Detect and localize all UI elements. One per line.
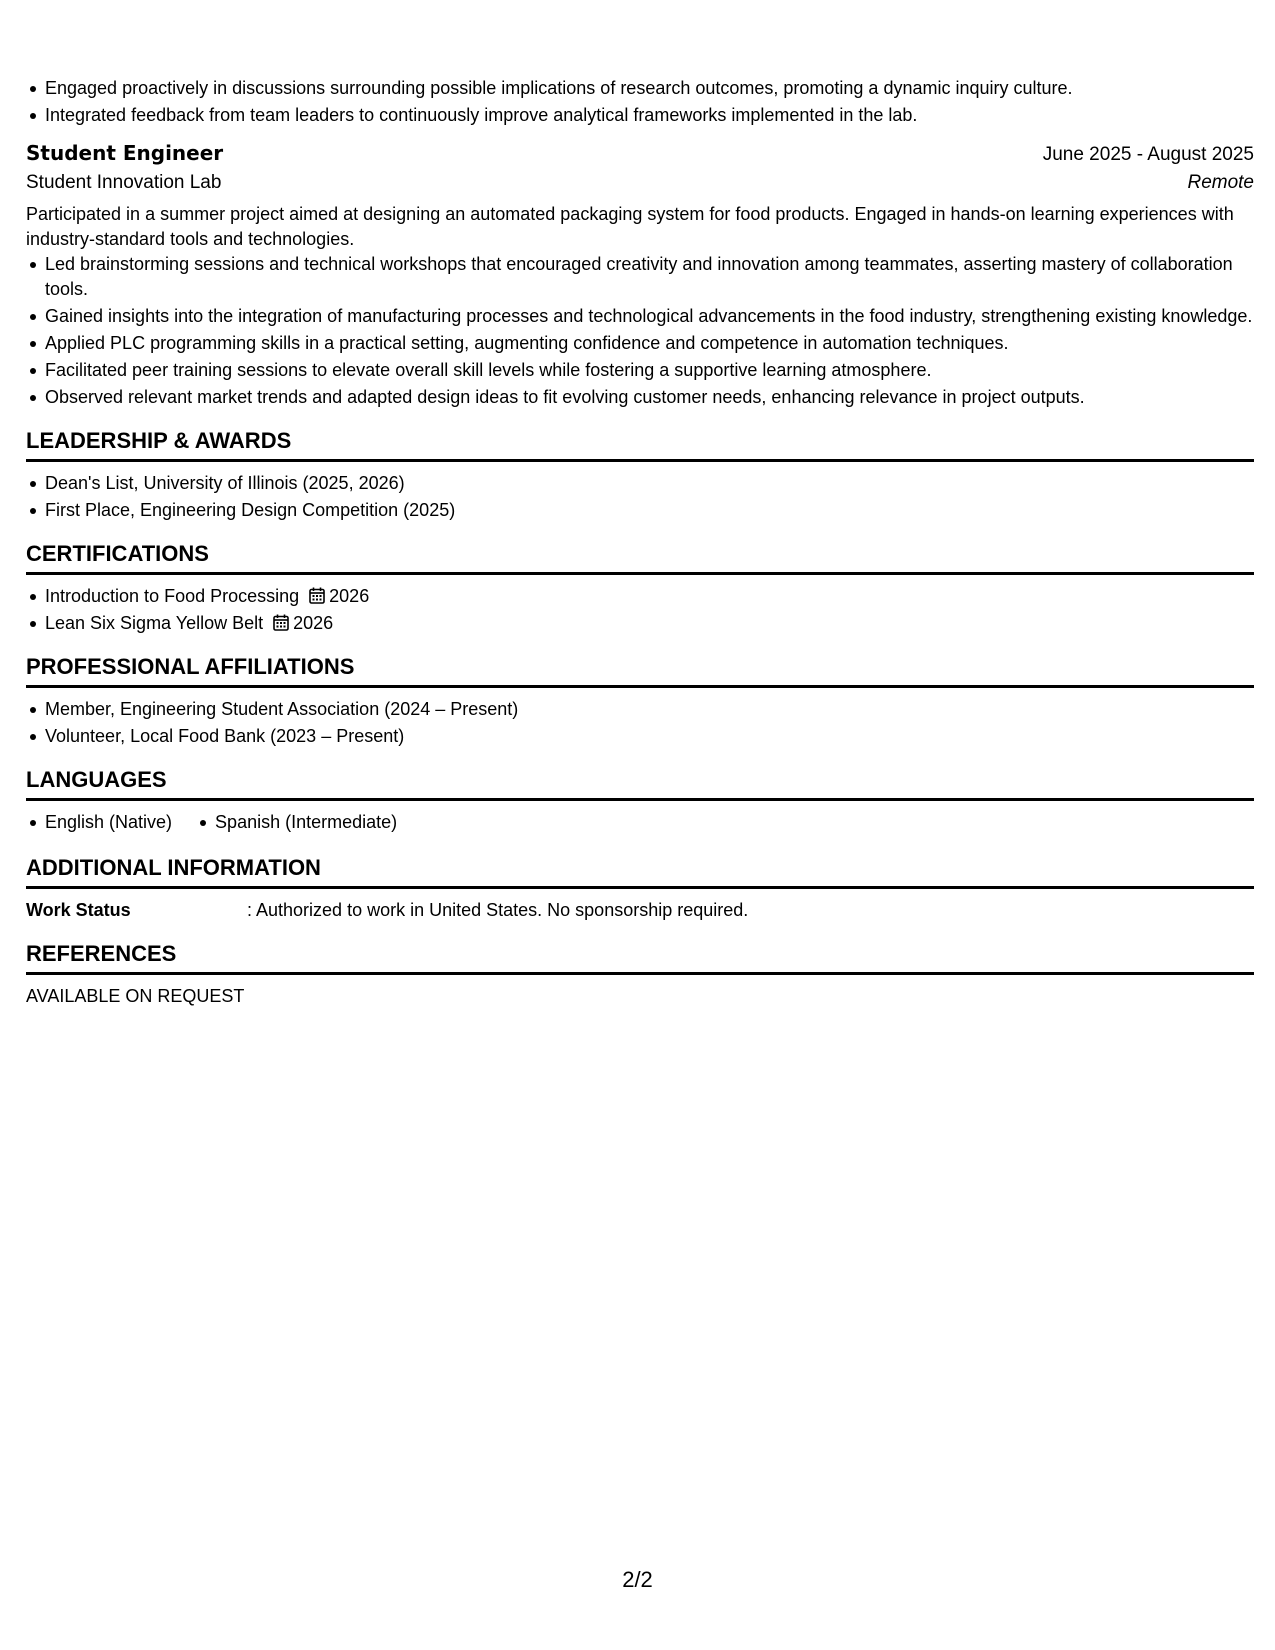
- list-item: Facilitated peer training sessions to elevate overall skill levels while fostering a supportive learning atmosphere.: [44, 358, 1254, 383]
- work-status-value: : Authorized to work in United States. No sponsorship required.: [247, 900, 749, 920]
- section-leadership: [26, 427, 1254, 523]
- job-header: [26, 139, 1254, 167]
- list-item: Dean's List, University of Illinois (2025, 2026): [44, 471, 1254, 496]
- section-certifications: [26, 540, 1254, 636]
- section-title: CERTIFICATIONS: [26, 540, 1254, 575]
- leadership-list: [26, 471, 1254, 523]
- work-status-label: Work Status: [26, 900, 131, 920]
- list-item: Integrated feedback from team leaders to continuously improve analytical frameworks implemented in the lab.: [44, 103, 1254, 128]
- page-number: 2/2: [622, 1567, 653, 1592]
- list-item: Led brainstorming sessions and technical workshops that encouraged creativity and innovation among teammates, asserting mastery of collaboration tools.: [44, 252, 1254, 302]
- list-item: Engaged proactively in discussions surrounding possible implications of research outcomes, promoting a dynamic inquiry culture.: [44, 76, 1254, 101]
- section-references: [26, 940, 1254, 1009]
- job-dates: June 2025 - August 2025: [1042, 144, 1254, 165]
- references-text: AVAILABLE ON REQUEST: [26, 986, 245, 1006]
- certification-name: Introduction to Food Processing: [45, 586, 300, 606]
- calendar-icon: [273, 614, 289, 631]
- section-affiliations: [26, 653, 1254, 749]
- section-additional-information: [26, 854, 1254, 923]
- languages-list: [26, 810, 1254, 837]
- certification-name: Lean Six Sigma Yellow Belt: [45, 613, 264, 633]
- calendar-icon: [309, 587, 325, 604]
- list-item: Volunteer, Local Food Bank (2023 – Present): [44, 724, 1254, 749]
- resume-page: [26, 76, 1254, 1009]
- previous-role-bullets: [26, 76, 1254, 128]
- job-description: Participated in a summer project aimed at designing an automated packaging system for food products. Engaged in hands-on learning experiences with industry-standard tools and technologies.: [26, 204, 1234, 249]
- job-location: Remote: [1187, 172, 1254, 193]
- list-item: Gained insights into the integration of manufacturing processes and technological advancements in the food industry, strengthening existing knowledge.: [44, 304, 1254, 329]
- section-title: REFERENCES: [26, 940, 1254, 975]
- affiliations-list: [26, 697, 1254, 749]
- section-title: LEADERSHIP & AWARDS: [26, 427, 1254, 462]
- list-item: [44, 611, 1254, 636]
- certifications-list: [26, 584, 1254, 636]
- section-title: LANGUAGES: [26, 766, 1254, 801]
- job-title: Student Engineer: [26, 141, 224, 165]
- list-item: Member, Engineering Student Association (2024 – Present): [44, 697, 1254, 722]
- certification-year: 2026: [329, 586, 370, 606]
- job-subheader: [26, 170, 1254, 196]
- work-status-row: [26, 898, 1254, 923]
- section-title: PROFESSIONAL AFFILIATIONS: [26, 653, 1254, 688]
- list-item: Observed relevant market trends and adapted design ideas to fit evolving customer needs, enhancing relevance in project outputs.: [44, 385, 1254, 410]
- list-item: First Place, Engineering Design Competition (2025): [44, 498, 1254, 523]
- list-item: Applied PLC programming skills in a practical setting, augmenting confidence and competence in automation techniques.: [44, 331, 1254, 356]
- section-title: ADDITIONAL INFORMATION: [26, 854, 1254, 889]
- job-bullets: [26, 252, 1254, 410]
- section-languages: [26, 766, 1254, 837]
- job-company: Student Innovation Lab: [26, 172, 222, 193]
- job-entry: [26, 139, 1254, 410]
- list-item: Spanish (Intermediate): [214, 810, 397, 835]
- certification-year: 2026: [293, 613, 334, 633]
- list-item: English (Native): [44, 810, 172, 835]
- list-item: [44, 584, 1254, 609]
